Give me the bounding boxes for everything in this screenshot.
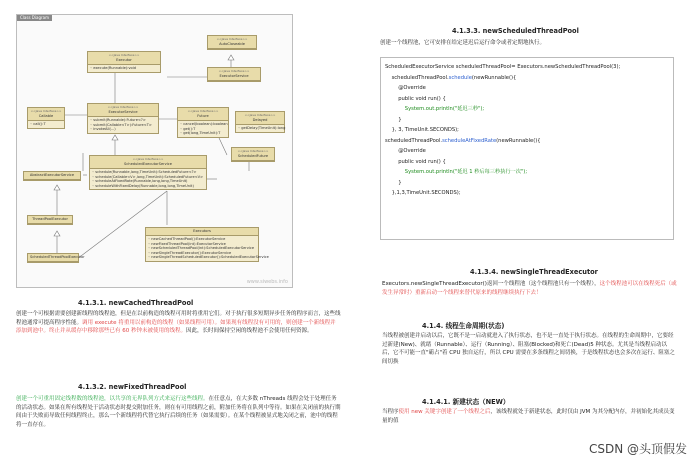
code-line: },1,3,TimeUnit.SECONDS);	[385, 190, 461, 196]
class-executorservice: <<Java Interface>> ExecutorService ◦ submit(Runnable):Future<?> ◦ submit(Callable<T>):Future<T> ◦ invokeAll(...)	[87, 103, 159, 134]
section-title-fixed: 4.1.3.2. newFixedThreadPool	[78, 383, 187, 391]
section-title-scheduled: 4.1.3.3. newScheduledThreadPool	[452, 27, 579, 35]
code-line: @Override	[385, 85, 426, 91]
code-block	[380, 57, 674, 240]
csdn-watermark: CSDN @头顶假发	[588, 442, 687, 456]
code-line: ScheduledExecutorService scheduledThreadPool= Executors.newScheduledThreadPool(3);	[385, 64, 621, 70]
code-line: System.out.println("延迟三秒");	[385, 106, 485, 112]
class-executors: Executors ◦ newCachedThreadPool():ExecutorService ◦ newFixedThreadPool(int):ExecutorService ◦ newScheduledThreadPool(int):ScheduledExecutorService ◦ newSingleThreadExecutor():ExecutorService ◦ newSingleThreadScheduledExecutor():ScheduledExecutorService	[145, 227, 259, 262]
section-text-cached: 创建一个可根据需要创建新线程的线程池，但是在以前构造的线程可用时将重用它们。对于执行很多短期异步任务的程序而言，这些线程池通常可提高程序性能。调用 execute 将重用以前构造的线程（如果线程可用）。如果现有线程没有可用的，则创建一个新线程并添加到池中。终止并从缓存中移除那些已有 60 秒钟未被使用的线程。因此，长时间保持空闲的线程池不会使用任何资源。	[16, 311, 341, 335]
code-line: scheduledThreadPool.schedule(newRunnable(){	[385, 74, 517, 81]
code-line: public void run() {	[385, 158, 446, 165]
class-future: <<Java Interface>> Future ◦ cancel(boolean):boolean ◦ get():T ◦ get(long,TimeUnit):T	[177, 107, 229, 138]
class-delayed: <<Java Interface>> Delayed ◦ getDelay(TimeUnit):long	[235, 111, 285, 133]
code-line: }, 3, TimeUnit.SECONDS);	[385, 127, 459, 133]
diagram-tab: Class Diagram	[17, 15, 52, 21]
left-page	[6, 6, 346, 461]
section-text-scheduled: 创建一个线程池，它可安排在给定延迟后运行命令或者定期地执行。	[380, 40, 546, 46]
class-executorservice-small: <<Java Interface>> ExecutorService	[207, 67, 261, 82]
code-line: System.out.println("延迟 1 秒后每三秒执行一次");	[385, 169, 528, 175]
class-abstractexecutorservice: AbstractExecutorService	[23, 171, 81, 181]
right-page	[352, 6, 693, 461]
section-text-single: Executors.newSingleThreadExecutor()返回一个线程池（这个线程池只有一个线程），这个线程池可以在线程死后（或发生异常时）重新启动一个线程来替代原来的线程继续执行下去！	[382, 281, 677, 296]
code-line: }	[385, 116, 402, 123]
code-line: @Override	[385, 148, 426, 154]
class-scheduledexecutorservice: <<Java Interface>> ScheduledExecutorService ◦ schedule(Runnable,long,TimeUnit):ScheduledFuture<?> ◦ schedule(Callable<V>,long,TimeUnit):ScheduledFuture<V> ◦ scheduleAtFixedRate(Runnable,long,long,TimeUnit) ◦ scheduleWithFixedDelay(Runnable,long,long,TimeUnit)	[89, 155, 207, 190]
section-text-fixed: 创建一个可重用固定线程数的线程池，以共享的无界队列方式来运行这些线程。在任意点，在大多数 nThreads 线程会处于处理任务的活动状态。如果在所有线程处于活动状态时提交附加任务，则在有可用线程之前，附加任务将在队列中等待。如果在关闭前的执行期间由于失败而导致任何线程终止，那么一个新线程将代替它执行后续的任务（如果需要）。在某个线程被显式地关闭之前，池中的线程将一直存在。	[16, 396, 341, 428]
class-diagram	[16, 14, 293, 288]
class-callable: <<Java Interface>> Callable ◦ call():T	[27, 107, 65, 129]
section-text-lifecycle: 当线程被创建并启动以后，它既不是一启动就进入了执行状态，也不是一直处于执行状态。在线程的生命周期中，它要经过新建(New)、就绪（Runnable）、运行（Running）、阻塞(Blocked)和死亡(Dead)5 种状态。尤其是当线程启动以后，它不可能一直"霸占"着 CPU 独自运行，所以 CPU 需要在多条线程之间切换，于是线程状态也会多次在运行、阻塞之间切换	[382, 333, 675, 365]
section-title-new: 4.1.4.1. 新建状态（NEW）	[422, 398, 510, 406]
code-line: scheduledThreadPool.scheduleAtFixedRate(newRunnable(){	[385, 137, 541, 144]
class-executor: <<Java Interface>> Executor ◦ execute(Runnable):void	[87, 51, 161, 73]
class-scheduledthreadpoolexecutor: ScheduledThreadPoolExecutor	[27, 253, 79, 263]
section-title-cached: 4.1.3.1. newCachedThreadPool	[78, 299, 194, 307]
section-title-single: 4.1.3.4. newSingleThreadExecutor	[470, 268, 598, 276]
section-text-new: 当程序使用 new 关键字创建了一个线程之后，该线程就处于新建状态，此时仅由 JVM 为其分配内存，并初始化其成员变量的值	[382, 409, 675, 424]
code-line: public void run() {	[385, 95, 446, 102]
diagram-watermark: www.siwebs.info	[246, 279, 288, 285]
code-line: }	[385, 179, 402, 186]
class-threadpoolexecutor: ThreadPoolExecutor	[27, 215, 73, 225]
section-title-lifecycle: 4.1.4. 线程生命周期(状态)	[422, 322, 505, 330]
class-autocloseable: <<Java Interface>> AutoCloseable	[207, 35, 257, 50]
class-scheduledfuture: <<Java Interface>> ScheduledFuture	[231, 147, 275, 162]
